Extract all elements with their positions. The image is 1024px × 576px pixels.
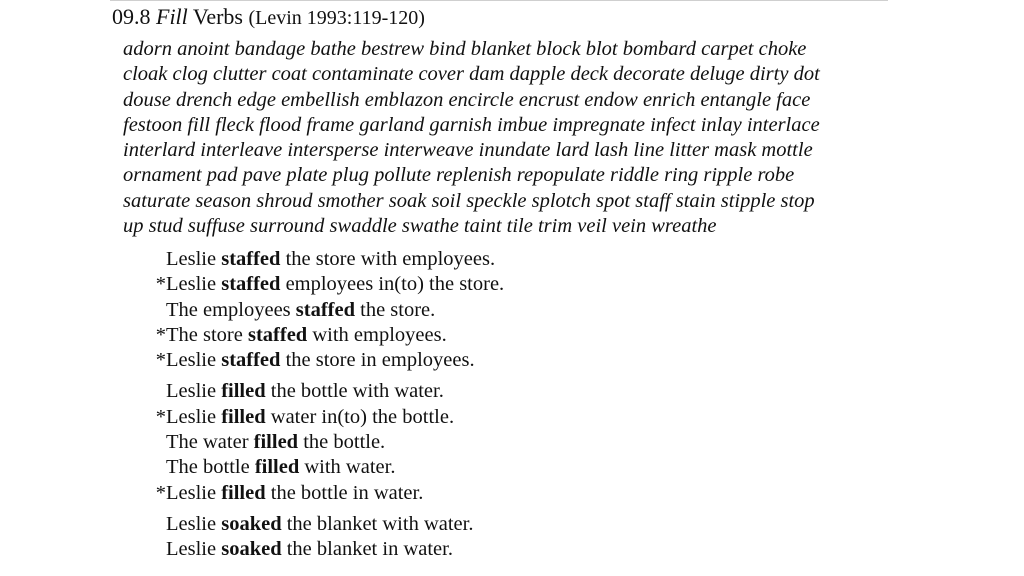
- sentence-post: the bottle with water.: [265, 380, 444, 403]
- sentence-pre: The store: [166, 323, 248, 346]
- verb-line: interlard interleave intersperse interweave inundate lard lash line litter mask mottle: [123, 139, 813, 162]
- sentence-post: the bottle in water.: [265, 481, 424, 504]
- sentence-verb: staffed: [221, 349, 281, 372]
- example-group-fill: [153, 379, 673, 505]
- sentence-post: the store with employees.: [280, 248, 496, 270]
- sentence-post: water in(to) the bottle.: [265, 405, 455, 428]
- sentence-pre: Leslie: [166, 512, 222, 535]
- sentence-pre: Leslie: [166, 405, 222, 428]
- sentence-pre: Leslie: [166, 538, 222, 558]
- example-sentence: [153, 481, 673, 506]
- sentence-post: the bottle.: [298, 431, 386, 454]
- sentence-verb: staffed: [295, 298, 356, 321]
- sentence-post: the blanket in water.: [281, 538, 453, 558]
- section-citation: (Levin 1993:119-120): [248, 7, 425, 29]
- sentence-verb: filled: [254, 456, 300, 479]
- sentence-pre: Leslie: [166, 481, 222, 504]
- top-rule: [110, 0, 888, 1]
- verb-line: adorn anoint bandage bathe bestrew bind blanket block blot bombard carpet choke: [123, 38, 807, 60]
- section-title-rest: Verbs: [192, 4, 243, 29]
- example-sentence: [153, 247, 673, 272]
- sentence-pre: The employees: [166, 298, 296, 321]
- sentence-post: employees in(to) the store.: [280, 273, 505, 296]
- example-sentence: [153, 455, 673, 480]
- sentence-pre: Leslie: [166, 248, 222, 270]
- sentence-verb: filled: [221, 405, 266, 428]
- example-sentence: [153, 430, 673, 455]
- verb-line: up stud suffuse surround swaddle swathe taint tile trim veil vein wreathe: [123, 215, 717, 238]
- example-sentence: [153, 298, 673, 323]
- example-sentence: [153, 272, 673, 297]
- sentence-pre: Leslie: [166, 273, 222, 296]
- sentence-pre: Leslie: [166, 349, 222, 372]
- verb-line: cloak clog clutter coat contaminate cover dam dapple deck decorate deluge dirty dot: [123, 63, 820, 86]
- sentence-verb: filled: [221, 481, 266, 504]
- section-number: 09.8: [112, 4, 151, 29]
- example-sentence: [153, 537, 673, 558]
- verb-line: douse drench edge embellish emblazon encircle encrust endow enrich entangle face: [123, 88, 811, 111]
- sentence-post: the store in employees.: [280, 349, 475, 372]
- section-heading: [112, 4, 425, 31]
- example-group-staff: [153, 247, 673, 373]
- ungrammatical-marker: *: [155, 405, 166, 428]
- ungrammatical-marker: *: [155, 273, 166, 296]
- sentence-verb: soaked: [221, 512, 282, 535]
- example-sentence: [153, 405, 673, 430]
- example-group-soak: [153, 512, 673, 558]
- sentence-post: the blanket with water.: [281, 512, 474, 535]
- verb-line: ornament pad pave plate plug pollute replenish repopulate riddle ring ripple robe: [123, 164, 795, 187]
- ungrammatical-marker: *: [155, 323, 166, 346]
- sentence-verb: staffed: [247, 323, 308, 346]
- example-sentence: [153, 323, 673, 348]
- sentence-pre: Leslie: [166, 380, 222, 403]
- example-sentences: [153, 247, 673, 558]
- sentence-pre: The bottle: [166, 456, 255, 479]
- section-title-italic: Fill: [156, 4, 188, 29]
- ungrammatical-marker: *: [155, 349, 166, 372]
- verb-line: festoon fill fleck flood frame garland garnish imbue impregnate infect inlay interlace: [123, 113, 820, 136]
- sentence-verb: filled: [221, 380, 266, 403]
- sentence-verb: staffed: [221, 273, 281, 296]
- sentence-pre: The water: [166, 431, 254, 454]
- sentence-post: with employees.: [307, 323, 447, 346]
- sentence-verb: filled: [253, 431, 299, 454]
- ungrammatical-marker: *: [155, 481, 166, 504]
- sentence-verb: staffed: [221, 248, 281, 270]
- sentence-verb: soaked: [221, 538, 282, 558]
- example-sentence: [153, 348, 673, 373]
- sentence-post: the store.: [355, 298, 436, 321]
- sentence-post: with water.: [299, 456, 396, 479]
- verb-line: saturate season shroud smother soak soil speckle splotch spot staff stain stipple stop: [123, 189, 815, 212]
- example-sentence: [153, 512, 673, 537]
- example-sentence: [153, 379, 673, 404]
- verb-list: [123, 37, 883, 239]
